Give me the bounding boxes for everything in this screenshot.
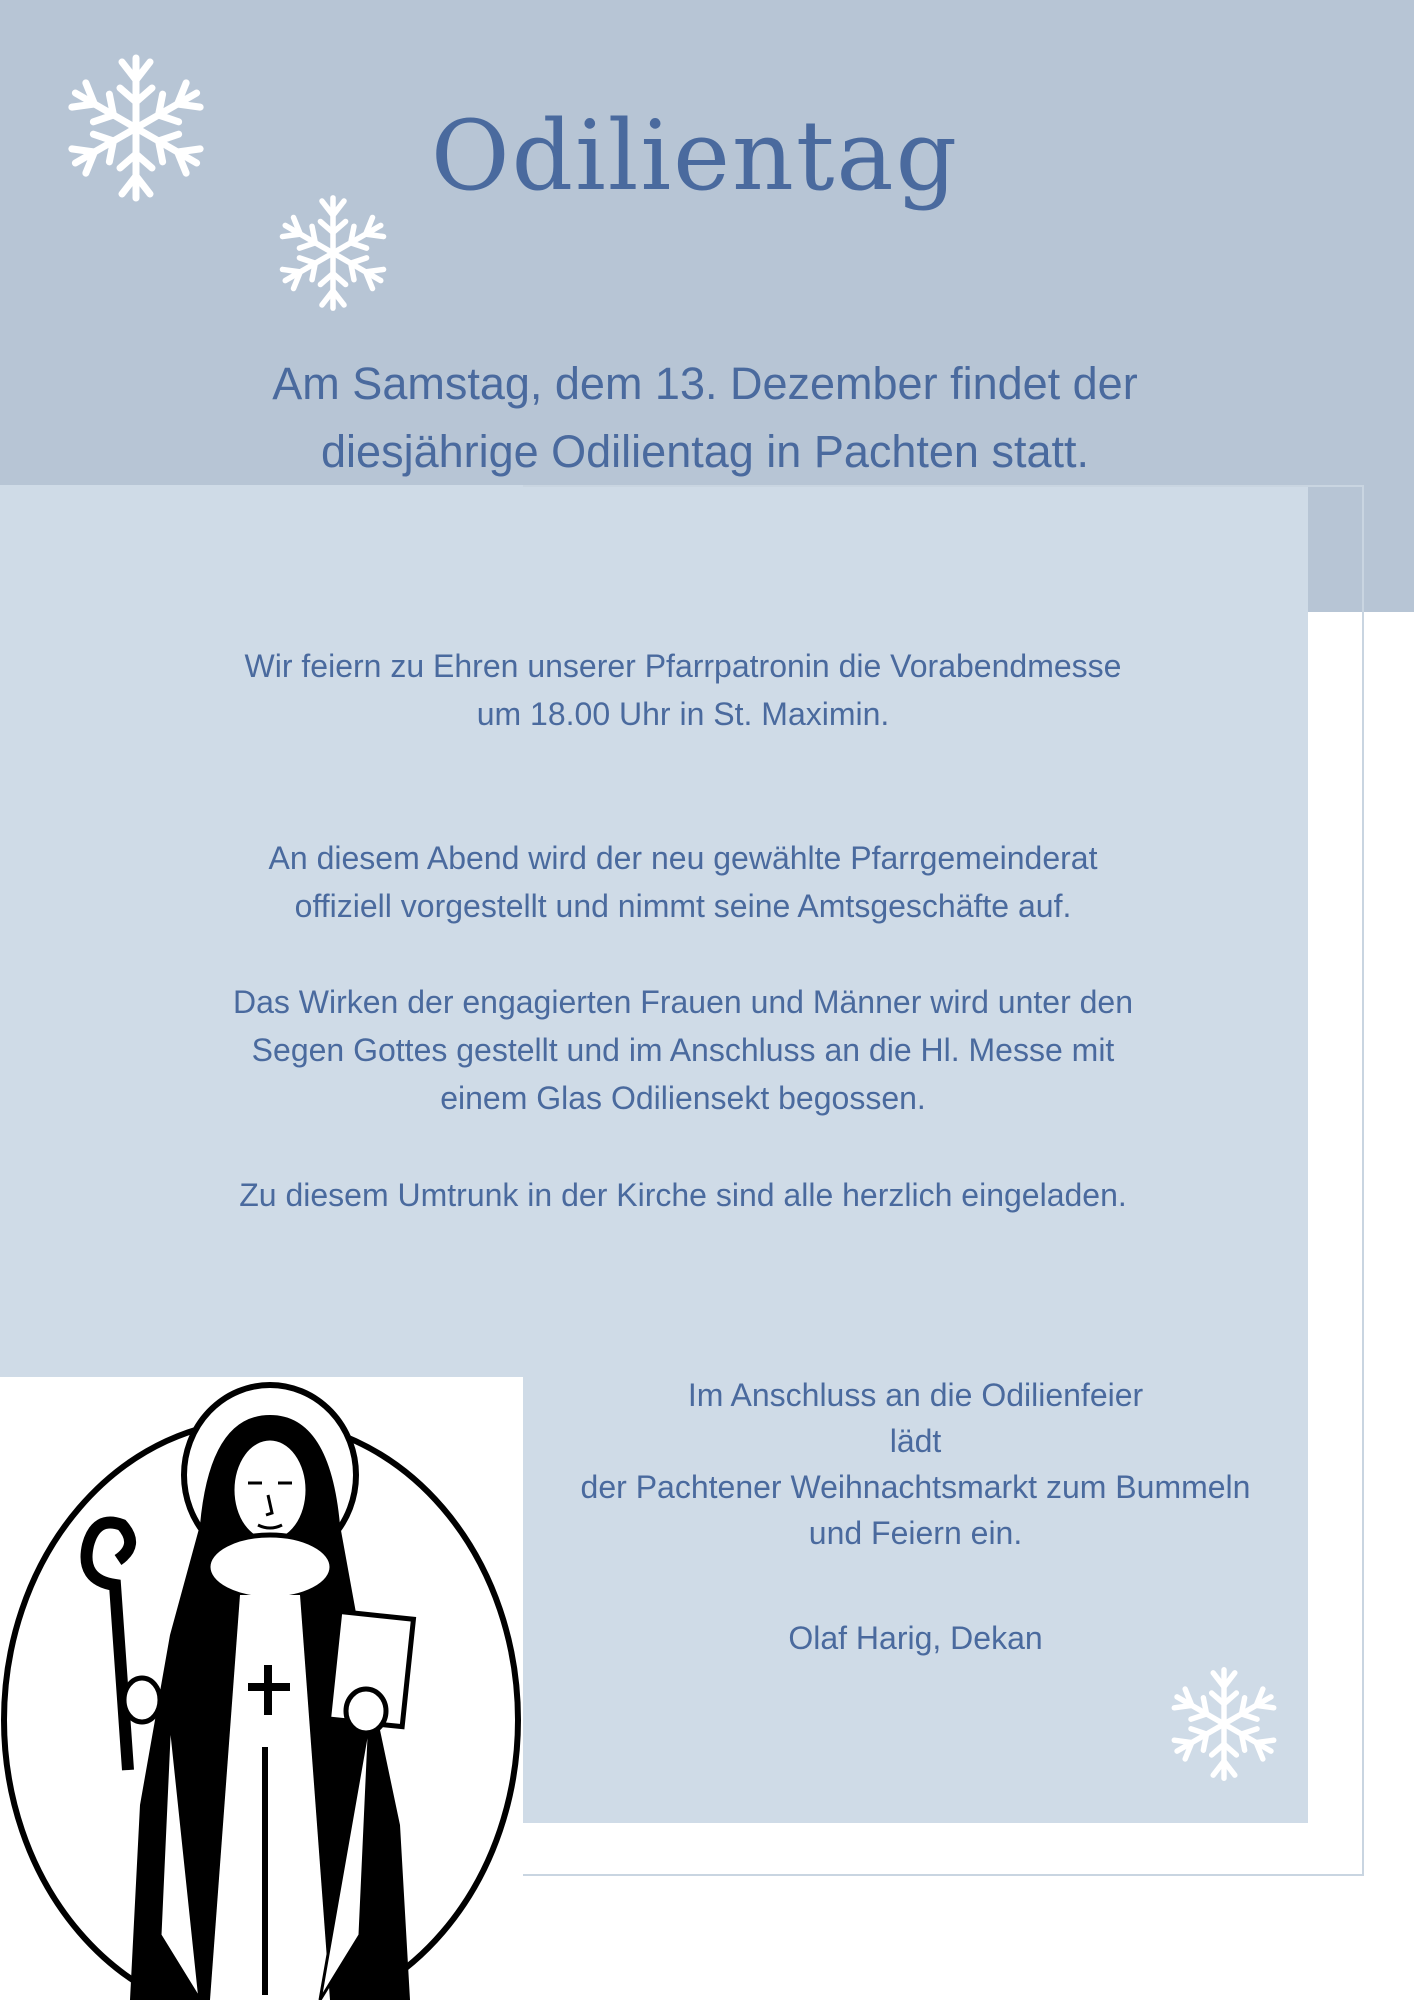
text-line: um 18.00 Uhr in St. Maximin. (476, 696, 890, 732)
text-line: Zu diesem Umtrunk in der Kirche sind alle herzlich eingeladen. (239, 1177, 1127, 1213)
text-line: Wir feiern zu Ehren unserer Pfarrpatronin die Vorabendmesse (244, 648, 1122, 684)
subtitle (0, 350, 1410, 486)
text-line: lädt (889, 1423, 942, 1459)
text-line: einem Glas Odiliensekt begossen. (440, 1080, 926, 1116)
text-line: An diesem Abend wird der neu gewählte Pfarrgemeinderat (268, 840, 1098, 876)
paragraph-blessing (100, 978, 1266, 1122)
saint-odilia-illustration (0, 1375, 524, 2000)
paragraph-invitation (100, 1171, 1266, 1219)
text-line: der Pachtener Weihnachtsmarkt zum Bummeln (580, 1469, 1251, 1505)
market-invitation (523, 1372, 1308, 1556)
paragraph-council (100, 834, 1266, 930)
page-title: Odilientag (430, 100, 960, 212)
text-line: Segen Gottes gestellt und im Anschluss an die Hl. Messe mit (251, 1032, 1115, 1068)
snowflake-icon (1162, 1662, 1286, 1786)
subtitle-line: diesjährige Odilientag in Pachten statt. (321, 426, 1089, 477)
signature: Olaf Harig, Dekan (788, 1620, 1043, 1656)
text-line: offiziell vorgestellt und nimmt seine Amtsgeschäfte auf. (294, 888, 1072, 924)
text-line: Im Anschluss an die Odilienfeier (687, 1377, 1144, 1413)
text-line: und Feiern ein. (808, 1515, 1023, 1551)
paragraph-mass (100, 642, 1266, 738)
subtitle-line: Am Samstag, dem 13. Dezember findet der (272, 358, 1138, 409)
text-line: Das Wirken der engagierten Frauen und Männer wird unter den (232, 984, 1134, 1020)
